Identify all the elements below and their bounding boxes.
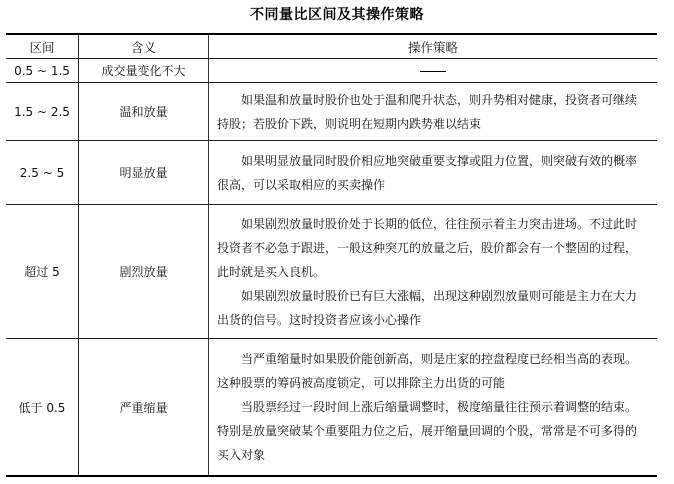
strategy-paragraph: 如果剧烈放量时股价已有巨大涨幅，出现这种剧烈放量则可能是主力在大力出货的信号。这时投资者应该小心操作 xyxy=(217,288,638,327)
cell-meaning: 剧烈放量 xyxy=(79,205,209,339)
header-range: 区间 xyxy=(6,34,79,59)
table-row xyxy=(6,205,657,339)
table-row xyxy=(6,339,657,477)
table-row xyxy=(6,83,657,141)
cell-range: 超过 5 xyxy=(6,205,79,339)
cell-meaning: 严重缩量 xyxy=(79,339,209,477)
strategy-paragraph: 如果温和放量时股价也处于温和爬升状态，则升势相对健康，投资者可继续持股；若股价下跌，则说明在短期内跌势难以结束 xyxy=(217,92,638,131)
cell-range: 低于 0.5 xyxy=(6,339,79,477)
strategy-paragraph: 如果明显放量同时股价相应地突破重要支撑或阻力位置，则突破有效的概率很高，可以采取相应的买卖操作 xyxy=(217,153,638,192)
strategy-paragraph: 当严重缩量时如果股价能创新高，则是庄家的控盘程度已经相当高的表现。这种股票的筹码被高度锁定，可以排除主力出货的可能 xyxy=(217,352,638,390)
strategy-paragraph: 如果剧烈放量时股价处于长期的低位，往往预示着主力突击进场。不过此时投资者不必急于跟进，一般这种突兀的放量之后，股价都会有一个整固的过程，此时就是买入良机。 xyxy=(217,216,638,279)
table-row xyxy=(6,59,657,83)
cell-meaning: 成交量变化不大 xyxy=(79,59,209,83)
cell-meaning: 明显放量 xyxy=(79,141,209,205)
cell-strategy xyxy=(209,83,658,141)
cell-range: 0.5 ~ 1.5 xyxy=(6,59,79,83)
cell-strategy xyxy=(209,205,658,339)
table-header-row xyxy=(6,34,657,59)
strategy-paragraph: 当股票经过一段时间上涨后缩量调整时，极度缩量往往预示着调整的结束。特别是放量突破某个重要阻力位之后，展开缩量回调的个股，常常是不可多得的买入对象 xyxy=(217,400,638,462)
header-meaning: 含义 xyxy=(79,34,209,59)
cell-strategy xyxy=(209,339,658,477)
table-row xyxy=(6,141,657,205)
cell-range: 2.5 ~ 5 xyxy=(6,141,79,205)
volume-ratio-strategy-table xyxy=(6,33,657,477)
table-title: 不同量比区间及其操作策略 xyxy=(250,7,424,23)
cell-meaning: 温和放量 xyxy=(79,83,209,141)
header-strategy: 操作策略 xyxy=(209,34,658,59)
cell-strategy xyxy=(209,59,658,83)
cell-strategy xyxy=(209,141,658,205)
no-action-dash xyxy=(420,71,446,72)
cell-range: 1.5 ~ 2.5 xyxy=(6,83,79,141)
